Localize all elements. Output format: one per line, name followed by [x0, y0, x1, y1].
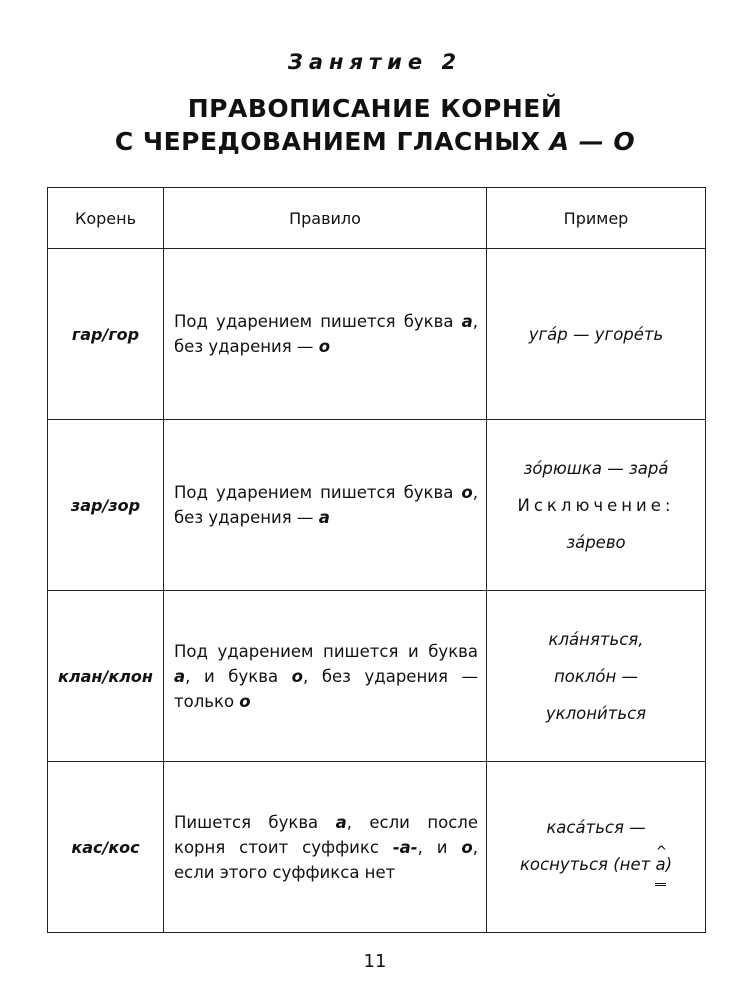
table-row [48, 420, 706, 591]
table-row [48, 249, 706, 420]
rule-text: Пишется буква [174, 812, 336, 832]
rule-text: Под ударением пишется буква [174, 483, 462, 502]
rule-letter: о [461, 837, 473, 857]
example-text: коснуться (нет [519, 854, 656, 874]
lesson-label: Занятие 2 [287, 50, 463, 74]
rule-text: , без ударения — [174, 483, 478, 527]
example-cell [487, 249, 706, 420]
example-line: касáться — [546, 817, 646, 837]
exception-label: Исключение: [517, 495, 675, 515]
rule-text: , без ударения — только [174, 666, 478, 711]
rule-text: , если этого суффикса нет [174, 837, 478, 882]
example-line: зóрюшка — зарá [523, 458, 669, 478]
example-line: поклóн — [553, 666, 639, 686]
example-cell [487, 762, 706, 933]
header-root: Корень [48, 188, 164, 249]
rule-cell [164, 249, 487, 420]
example-line: уклони́ться [545, 703, 647, 723]
rule-text: Под ударением пишется буква [174, 312, 462, 331]
title-line-1: ПРАВОПИСАНИЕ КОРНЕЙ [187, 94, 563, 123]
rule-letter: а [335, 812, 347, 832]
rule-text: , и буква [185, 666, 292, 686]
rules-table [47, 187, 706, 933]
example-line [487, 846, 705, 886]
table-row [48, 591, 706, 762]
rule-letter: о [318, 337, 331, 356]
rule-cell [164, 762, 487, 933]
page-number: 11 [363, 951, 387, 972]
page-title [0, 92, 750, 158]
table-header-row [48, 188, 706, 249]
example-line: угáр — угорéть [528, 324, 664, 344]
example-text: ) [665, 854, 673, 874]
root-cell: зар/зор [48, 420, 164, 591]
rule-letter: о [461, 483, 473, 502]
title-line-2-text: С ЧЕРЕДОВАНИЕМ ГЛАСНЫХ [114, 127, 550, 156]
example-line: зáрево [566, 532, 626, 552]
rule-cell [164, 420, 487, 591]
example-cell [487, 591, 706, 762]
example-line: клáняться, [548, 629, 644, 649]
rule-text: Под ударением пишется и буква [174, 641, 478, 661]
example-cell [487, 420, 706, 591]
root-cell: кас/кос [48, 762, 164, 933]
rule-text: , без ударения — [174, 312, 478, 356]
rule-cell [164, 591, 487, 762]
rule-letter: а [174, 666, 186, 686]
title-vowels: А — О [549, 127, 636, 156]
rule-letter: о [291, 666, 303, 686]
table-row [48, 762, 706, 933]
title-line-2 [0, 125, 750, 158]
header-rule: Правило [164, 188, 487, 249]
root-cell: клан/клон [48, 591, 164, 762]
rule-letter: а [461, 312, 473, 331]
rule-letter: о [239, 691, 251, 711]
rule-suffix: -а- [392, 837, 418, 857]
header-example: Пример [487, 188, 706, 249]
rule-text: , и [417, 837, 462, 857]
rule-text: , если после корня стоит суффикс [174, 812, 478, 857]
root-cell: гар/гор [48, 249, 164, 420]
rule-letter: а [318, 508, 330, 527]
example-letter: ^ а [655, 846, 665, 886]
